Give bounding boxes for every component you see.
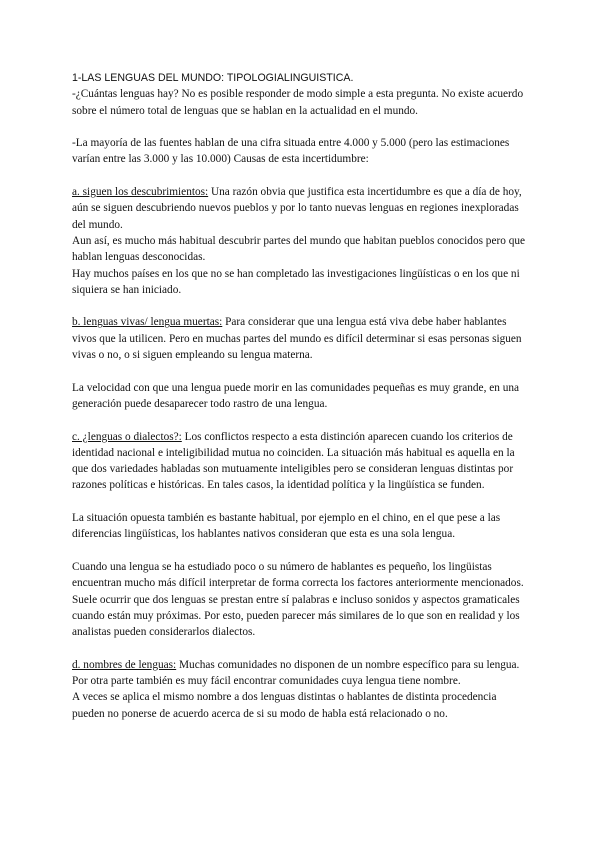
section-d-paragraph-3: A veces se aplica el mismo nombre a dos lenguas distintas o hablantes de distinta procedencia pueden no ponerse de acuerdo acerca de si su modo de habla está relacionado o no. xyxy=(72,691,497,720)
section-a-heading: a. siguen los descubrimientos: xyxy=(72,186,209,199)
section-b-paragraph-2: La velocidad con que una lengua puede morir en las comunidades pequeñas es muy grande, en una generación puede desaparecer todo rastro de una lengua. xyxy=(72,381,520,410)
spacer xyxy=(72,298,528,314)
spacer xyxy=(72,412,528,428)
section-c-paragraph-4: Suele ocurrir que dos lenguas se prestan entre sí palabras e incluso sonidos y aspectos gramaticales cuando están muy próximas. Por esto, pueden parecer más similares de lo que son en realidad y los analistas pueden considerarlos dialectos. xyxy=(72,593,520,639)
spacer xyxy=(72,494,528,510)
section-a-lead: Una razón obvia que justifica esta incertidumbre es que a día de hoy, aún se siguen descubriendo nuevos pueblos y por lo tanto nuevas lenguas en regiones inexploradas del mundo. xyxy=(72,186,522,231)
section-d-heading: d. nombres de lenguas: xyxy=(72,658,177,671)
spacer xyxy=(72,363,528,379)
section-d-paragraph xyxy=(72,657,528,673)
majority-paragraph: -La mayoría de las fuentes hablan de una cifra situada entre 4.000 y 5.000 (pero las estimaciones varían entre las 3.000 y las 10.000) Causas de esta incertidumbre: xyxy=(72,137,510,166)
section-c-heading: c. ¿lenguas o dialectos?: xyxy=(72,430,182,443)
section-c-paragraph xyxy=(72,429,528,494)
section-b-heading: b. lenguas vivas/ lengua muertas: xyxy=(72,316,223,329)
section-d-lead: Muchas comunidades no disponen de un nombre específico para su lengua. xyxy=(176,658,520,671)
section-d-paragraph-2: Por otra parte también es muy fácil encontrar comunidades cuya lengua tiene nombre. xyxy=(72,674,461,687)
section-b-lead: Para considerar que una lengua está viva debe haber hablantes vivos que la utilicen. Pero en muchas partes del mundo es difícil determinar si esas personas siguen vivas o no, o si siguen empleando su lengua materna. xyxy=(72,316,522,362)
section-a-paragraph-3: Hay muchos países en los que no se han completado las investigaciones lingüísticas o en los que ni siquiera se han iniciado. xyxy=(72,267,520,296)
section-c-paragraph-2: La situación opuesta también es bastante habitual, por ejemplo en el chino, en el que pese a las diferencias lingüísticas, los hablantes nativos consideran que esta es una sola lengua. xyxy=(72,512,501,541)
spacer xyxy=(72,119,528,135)
spacer xyxy=(72,168,528,184)
spacer xyxy=(72,543,528,559)
section-a-paragraph xyxy=(72,184,528,233)
section-c-lead: Los conflictos respecto a esta distinción aparecen cuando los criterios de identidad nacional e inteligibilidad mutua no coinciden. La situación más habitual es aquella en la que dos variedades habladas son mutuamente inteligibles pero se consideran lenguas distintas por razones políticas e históricas. En tales casos, la identidad política y la lingüística se funden. xyxy=(72,430,515,492)
intro-paragraph: -¿Cuántas lenguas hay? No es posible responder de modo simple a esta pregunta. No existe acuerdo sobre el número total de lenguas que se hablan en la actualidad en el mundo. xyxy=(72,88,524,117)
spacer xyxy=(72,640,528,656)
document-title: 1-LAS LENGUAS DEL MUNDO: TIPOLOGIALINGUISTICA. xyxy=(72,72,354,84)
section-b-paragraph xyxy=(72,314,528,363)
section-a-paragraph-2: Aun así, es mucho más habitual descubrir partes del mundo que habitan pueblos conocidos pero que hablan lenguas desconocidas. xyxy=(72,234,526,264)
document-page xyxy=(72,70,528,722)
section-c-paragraph-3: Cuando una lengua se ha estudiado poco o su número de hablantes es pequeño, los lingüistas encuentran mucho más difícil interpretar de forma correcta los factores anteriormente mencionados. xyxy=(72,560,524,590)
